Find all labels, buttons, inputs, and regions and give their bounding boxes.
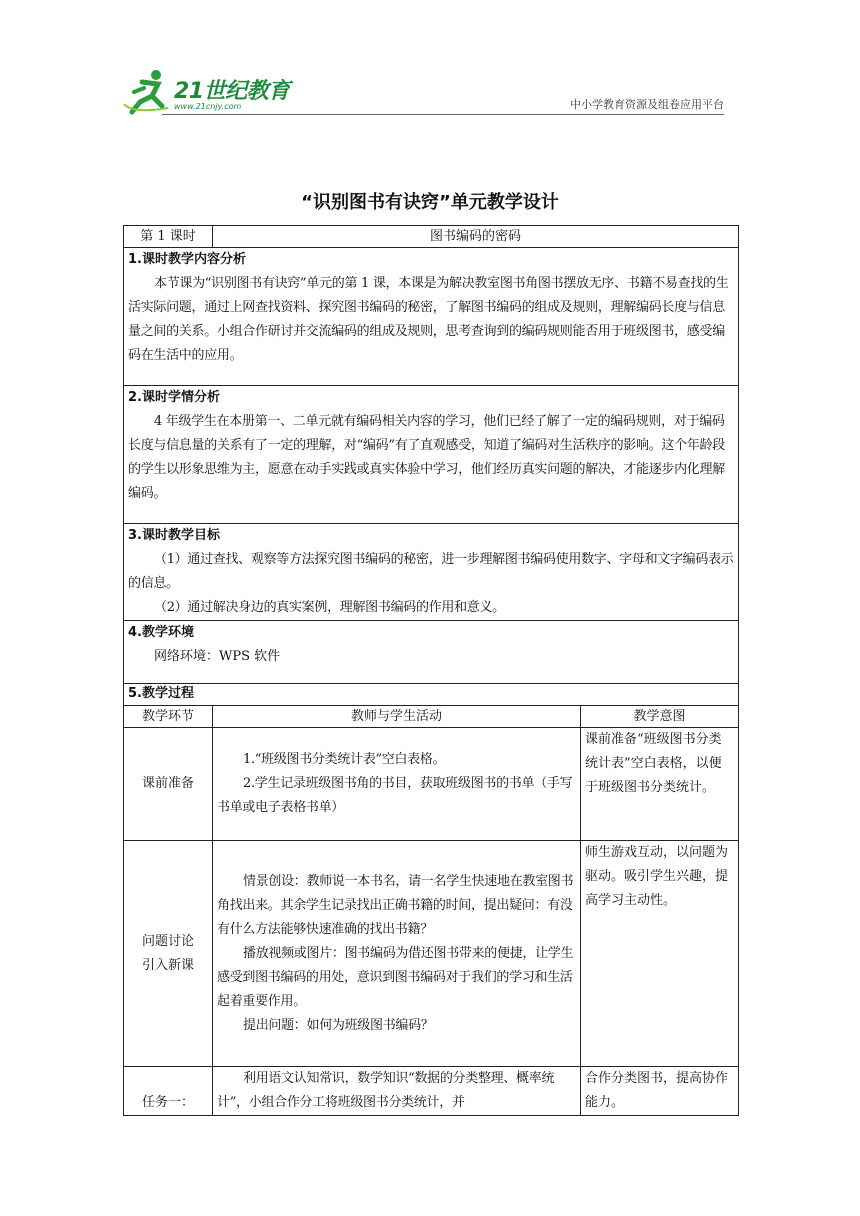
platform-name: 中小学教育资源及组卷应用平台: [570, 98, 724, 111]
stage-line: 问题讨论: [141, 933, 194, 949]
logo-text: 21世纪教育: [174, 79, 290, 104]
stage-cell: 任务一：: [124, 1067, 213, 1116]
goal-item: （2）通过解决身边的真实案例，理解图书编码的作用和意义。: [154, 600, 505, 615]
stage-cell: 课前准备: [124, 728, 213, 841]
process-row: [124, 841, 739, 1067]
activity-text: 1.“班级图书分类统计表”空白表格。: [243, 752, 446, 767]
section-title: 1.课时教学内容分析: [128, 252, 246, 267]
column-header: 教学环节: [124, 706, 213, 728]
activity-cell: [213, 841, 581, 1067]
header-divider: [162, 114, 724, 115]
section-text: 4 年级学生在本册第一、二单元就有编码相关内容的学习，他们已经了解了一定的编码规则，对于编码长度与信息量的关系有了一定的理解，对“编码”有了直观感受，知道了编码对生活秩序的影响。这个年龄段的学生以形象思维为主，愿意在动手实践或真实体验中学习，他们经历真实问题的解决，才能逐步内化理解编码。: [128, 414, 725, 501]
page-header: [122, 64, 724, 118]
section-environment: [124, 621, 739, 684]
stage-cell: [124, 841, 213, 1067]
column-header: 教学意图: [581, 706, 739, 728]
section-title: 3.课时教学目标: [128, 528, 220, 543]
intent-cell: 课前准备“班级图书分类统计表”空白表格，以便于班级图书分类统计。: [581, 728, 739, 841]
document-title: “识别图书有诀窍”单元教学设计: [301, 192, 559, 213]
lesson-row: [124, 226, 739, 248]
section-text: 网络环境：WPS 软件: [154, 649, 281, 664]
goal-item: （1）通过查找、观察等方法探究图书编码的秘密，进一步理解图书编码使用数字、字母和文字编码表示的信息。: [128, 552, 734, 591]
intent-cell: 师生游戏互动，以问题为驱动。吸引学生兴趣，提高学习主动性。: [581, 841, 739, 1067]
activity-text: 播放视频或图片：图书编码为借还图书带来的便捷，让学生感受到图书编码的用处，意识到图书编码对于我们的学习和生活起着重要作用。: [217, 945, 574, 1009]
section-process-title-row: [124, 684, 739, 706]
activity-text: 情景创设：教师说一本书名，请一名学生快速地在教室图书角找出来。其余学生记录找出正确书籍的时间，提出疑问：有没有什么方法能够快速准确的找出书籍？: [217, 873, 574, 937]
stage-line: 引入新课: [141, 957, 194, 973]
section-title: 4.教学环境: [128, 625, 194, 640]
section-title: 5.教学过程: [128, 686, 194, 701]
section-goals: [124, 524, 739, 621]
logo: [122, 68, 292, 116]
runner-logo-icon: [122, 68, 174, 116]
section-title: 2.课时学情分析: [128, 390, 220, 405]
activity-text: 2.学生记录班级图书角的书目，获取班级图书的书单（手写书单或电子表格书单）: [217, 776, 573, 815]
lesson-number: 第 1 课时: [124, 226, 213, 248]
lesson-plan-table: [123, 225, 739, 1116]
activity-cell: [213, 1067, 581, 1116]
column-header: 教师与学生活动: [213, 706, 581, 728]
section-content-analysis: [124, 248, 739, 386]
intent-cell: 合作分类图书，提高协作能力。: [581, 1067, 739, 1116]
section-student-analysis: [124, 386, 739, 524]
process-row: [124, 1067, 739, 1116]
process-header-row: [124, 706, 739, 728]
activity-text: 提出问题：如何为班级图书编码？: [243, 1017, 434, 1033]
process-row: [124, 728, 739, 841]
lesson-name: 图书编码的密码: [213, 226, 739, 248]
section-text: 本节课为“识别图书有诀窍”单元的第 1 课，本课是为解决教室图书角图书摆放无序、书籍不易查找的生活实际问题，通过上网查找资料、探究图书编码的秘密，了解图书编码的组成及规则，理解编码长度与信息量之间的关系。小组合作研讨并交流编码的组成及规则，思考查询到的编码规则能否用于班级图书，感受编码在生活中的应用。: [128, 276, 729, 363]
activity-text: 利用语文认知常识，数学知识“数据的分类整理、概率统计”，小组合作分工将班级图书分类统计，并: [217, 1071, 555, 1110]
activity-cell: [213, 728, 581, 841]
logo-url: www.21cnjy.com: [174, 102, 242, 111]
